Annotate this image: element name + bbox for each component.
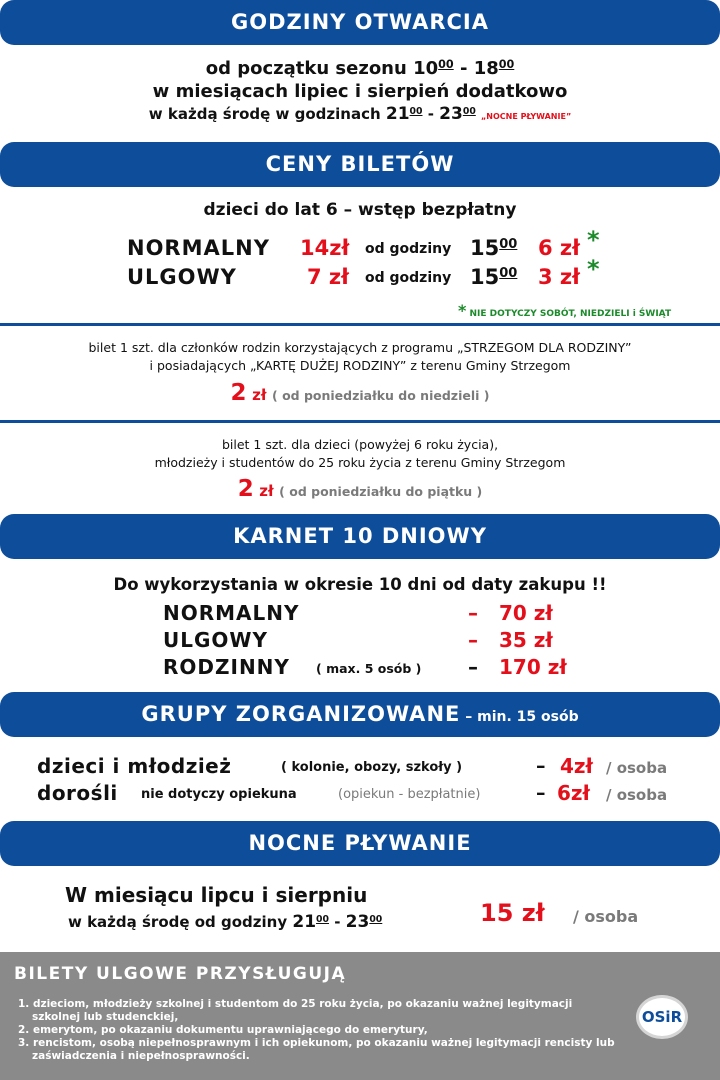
- pass-intro: Do wykorzystania w okresie 10 dni od daty zakupu !!: [113, 575, 607, 594]
- groups-header: GRUPY ZORGANIZOWANE – min. 15 osób: [0, 692, 720, 737]
- pass-title: KARNET 10 DNIOWY: [233, 524, 487, 548]
- night-header: [0, 821, 720, 866]
- hours-title: GODZINY OTWARCIA: [231, 10, 489, 34]
- footer-title: BILETY ULGOWE PRZYSŁUGUJĄ: [14, 964, 347, 984]
- children-free-line: dzieci do lat 6 – wstęp bezpłatny: [203, 200, 517, 220]
- hours-header: [0, 0, 720, 45]
- hours-night-line: w każdą środę w godzinach $21^{00} - 23^{00}$ „NOCNE PŁYWANIE”: [148, 104, 572, 124]
- youth-line-2: młodzieży i studentów do 25 roku życia z terenu Gminy Strzegom: [154, 455, 566, 470]
- night-title: NOCNE PŁYWANIE: [248, 831, 472, 855]
- divider: [0, 420, 720, 423]
- youth-line-1: bilet 1 szt. dla dzieci (powyżej 6 roku życia),: [221, 437, 499, 452]
- night-hours: w każdą środę od godziny $21^{00} - 23^{00}$: [68, 912, 383, 932]
- prices-header: [0, 142, 720, 187]
- divider: [0, 323, 720, 326]
- asterisk-mark: *: [587, 226, 600, 254]
- asterisk-mark: *: [587, 255, 600, 283]
- family-line-1: bilet 1 szt. dla członków rodzin korzystających z programu „STRZEGOM DLA RODZINY”: [88, 340, 632, 355]
- hours-season-line: od początku sezonu $10^{00} - 18^{00}$: [205, 58, 515, 80]
- night-months: W miesiącu lipcu i sierpniu: [65, 883, 368, 907]
- family-price-line: 2 zł ( od poniedziałku do niedzieli ): [230, 380, 490, 406]
- list-item: 2. emerytom, po okazaniu dokumentu uprawniającego do emerytury,: [18, 1024, 428, 1036]
- footer-list: [18, 998, 618, 1063]
- osir-logo: OSiR: [636, 995, 688, 1039]
- hours-summer-line: w miesiącach lipiec i sierpień dodatkowo: [152, 81, 568, 102]
- night-unit: / osoba: [573, 907, 639, 926]
- night-price: 15 zł: [480, 899, 545, 927]
- night-swim-note: „NOCNE PŁYWANIE”: [481, 112, 572, 121]
- prices-title: CENY BILETÓW: [265, 152, 455, 176]
- family-line-2: i posiadających „KARTĘ DUŻEJ RODZINY” z terenu Gminy Strzegom: [149, 358, 571, 373]
- prices-footnote: * NIE DOTYCZY SOBÓT, NIEDZIELI i ŚWIĄT: [458, 301, 672, 320]
- youth-price-line: 2 zł ( od poniedziałku do piątku ): [237, 476, 483, 502]
- list-item: 1. dzieciom, młodzieży szkolnej i studentom do 25 roku życia, po okazaniu ważnej legitymacji szkolnej lub studenckiej,: [18, 998, 573, 1023]
- discount-footer: [0, 952, 720, 1080]
- pass-header: [0, 514, 720, 559]
- groups-title: GRUPY ZORGANIZOWANE: [141, 702, 461, 726]
- list-item: 3. rencistom, osobą niepełnosprawnym i ich opiekunom, po okazaniu ważnej legitymacji rencisty lub zaświadczenia i niepełnosprawności.: [18, 1037, 615, 1062]
